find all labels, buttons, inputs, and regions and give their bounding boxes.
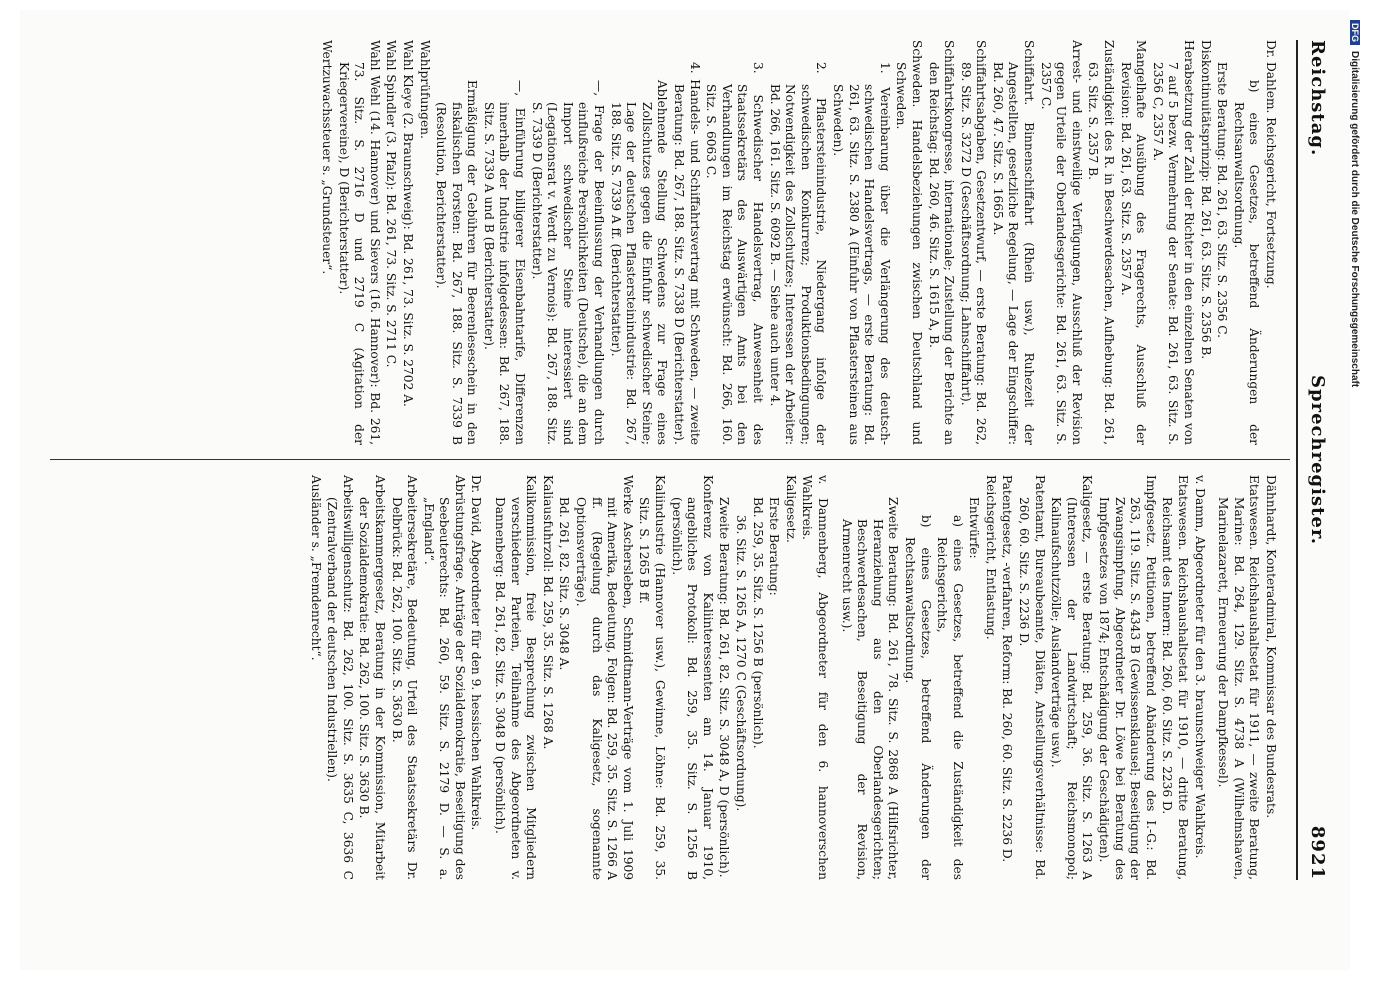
register-entry: Wertzuwachssteuer s. „Grundsteuer“. (319, 40, 334, 275)
register-entry: Diskontinuitätsprinzip: Bd. 261, 63. Sitz. S. 2356 B. (1198, 40, 1213, 360)
register-entry: Erste Beratung: (767, 497, 782, 596)
register-entry: Schiffahrtsabgaben, Gesetzentwurf, — erste Beratung: Bd. 262, 89. Sitz. S. 3272 D (Geschäftsordnung; Lahnschiffahrt). (958, 40, 989, 445)
register-entry: Reichsgericht, Entlastung. (983, 475, 998, 640)
register-entry: Arbeitersekretäre, Bedeutung, Urteil des Staatssekretärs Dr. Delbrück: Bd. 262, 100. Sitz. S. 3630 B. (389, 475, 420, 880)
register-entry: Abrüstungsfrage. Anträge der Sozialdemokratie, Beseitigung des Seebeuterechts: Bd. 260, 59. Sitz. S. 2179 D. — S. a. „England“. (421, 475, 467, 880)
register-entry: Etatswesen. Reichshaushaltsetat für 1911, — zweite Beratung, Marine: Bd. 264, 129. Sitz. S. 4738 A (Wilhelmshaven, Marinelazarett, Erneuerung der Dampfkessel). (1216, 475, 1262, 880)
register-entry: —, Einführung billigerer Eisenbahntarife, Differenzen innerhalb der Industrie infolgedessen: Bd. 267, 188. Sitz. S. 7339 A und B (Berichterstatter). (481, 80, 528, 445)
register-entry: Zweite Beratung: Bd. 261, 82. Sitz. S. 3048 A, D (persönlich). (717, 497, 732, 878)
register-entry: Wahlprüfungen. (417, 40, 432, 139)
speaker-heading: Dr. Dahlem. Reichsgericht, Fortsetzung. (1264, 40, 1278, 289)
credit-text: Digitalisierung gefördert durch die Deutsche Forschungsgemeinschaft (1349, 51, 1360, 388)
register-entry: Bd. 261, 82. Sitz. S. 3048 A. (557, 497, 572, 671)
register-entry: Schweden. Handelsbeziehungen zwischen Deutschland und Schweden. (894, 40, 924, 445)
register-entry: Ablehnende Stellung Schwedens zur Frage eines Zollschutzes gegen die Einfuhr schwedischer Steine; Lage der deutschen Pflastersteinindustrie: Bd. 267, 188. Sitz. S. 7339 A ff. (Berichterstatter). (608, 80, 670, 445)
register-entry: Schiffahrtskongresse, internationale; Zustellung der Berichte an den Reichstag: Bd. 260, 46. Sitz. S. 1615 A, B. (926, 40, 957, 445)
register-entry: Patentgesetz, -verfahren, Reform: Bd. 260, 60. Sitz. S. 2236 D. (1000, 475, 1015, 863)
column-divider (50, 459, 1290, 460)
scanned-page (20, 10, 1350, 970)
register-entry: 2. Pflastersteinindustrie, Niedergang infolge der schwedischen Konkurrenz; Produktionsbedingungen; Notwendigkeit des Zollschutzes; Interessen der Arbeiter: Bd. 266, 161. Sitz. S. 6092 B. — Siehe auch unter 4. (767, 62, 829, 445)
register-entry: Wahl Wehl (14. Hannover) und Sievers (16. Hannover): Bd. 261, 73. Sitz. S. 2716 D und 2719 C (Agitation der Kriegervereine), D (Berichterstatter). (336, 40, 382, 445)
register-entry: Wahl Kleye (2. Braunschweig): Bd. 261, 73. Sitz. S. 2702 A. (400, 40, 415, 407)
left-column (56, 40, 1286, 445)
register-entry: Ermäßigung der Gebühren für Beerenleseschein in den fiskalischen Forsten: Bd. 267, 188. Sitz. S. 7339 B (Resolution, Berichterstatter). (434, 80, 480, 445)
speaker-heading: v. Damm, Abgeordneter für den 3. braunschweiger Wahlkreis. (1192, 475, 1207, 859)
register-entry: Erste Beratung: Bd. 261, 63. Sitz. S. 2356 C. (1215, 62, 1230, 339)
register-entry: Kaliausfuhrzoll: Bd. 259, 35. Sitz. S. 1268 A. (540, 475, 555, 750)
register-entry: 4. Handels- und Schiffahrtsvertrag mit Schweden, — zweite Beratung: Bd. 267, 188. Sitz. S. 7338 D (Berichterstatter). (672, 62, 702, 445)
speaker-heading: Dähnhardt, Konteradmiral, Kommissar des Bundesrats. (1264, 475, 1278, 819)
register-entry: Zweite Beratung: Bd. 261, 78. Sitz. S. 2868 A (Hilfsrichter, Heranziehung aus den Oberlandesgerichten; Beschwerdesachen, Beseitigung der Revision, Armenrecht usw.). (839, 497, 901, 880)
register-entry: 1. Vereinbarung über die Verlängerung des deutsch-schwedischen Handelsvertrags, — erste Beratung: Bd. 261, 63. Sitz. S. 2380 A (Einfuhr von Pflastersteinen aus Schweden). (830, 62, 892, 445)
digitization-credit (1344, 20, 1360, 980)
register-entry: Kalikommission, freie Besprechung zwischen Mitgliedern verschiedener Parteien, Teilnahme des Abgeordneten v. Dannenberg: Bd. 261, 82. Sitz. S. 3048 D (persönlich). (493, 475, 539, 880)
register-entry: Mangelhafte Ausübung des Fragerechts, Ausschluß der Revision: Bd. 261, 63. Sitz. S. 2357 A. (1118, 40, 1149, 445)
register-entry: Kaligesetz. (783, 475, 798, 543)
register-entry: Ausländer s. „Fremdenrecht“. (308, 475, 323, 661)
register-entry: —, Frage der Beeinflussung der Verhandlungen durch einflußreiche Persönlichkeiten (Deutsche), die an dem Import schwedischer Steine interessiert sind (Legationsrat v. Werdt zu Vernois): Bd. 267, 188. Sitz. S. 7339 D (Berichterstatter). (529, 80, 607, 445)
register-entry: Arbeitskammergesetz, Beratung in der Kommission, Mitarbeit der Sozialdemokratie: Bd. 262, 100. Sitz. S. 3630 B. (357, 475, 387, 880)
register-entry: Wahl Spindler (3. Pfalz): Bd. 261, 73. Sitz. S. 2711 C. (384, 40, 399, 368)
register-entry: Werke Aschersleben, Schmidtmann-Verträge vom 1. Juli 1909 mit Amerika, Bedeutung, Folgen: Bd. 259, 35. Sitz. S. 1266 A ff. (Regelung durch das Kaligesetz, sogenannte Optionsverträge). (574, 475, 635, 880)
header-center: Sprechregister. (1307, 375, 1328, 545)
running-head (1298, 40, 1328, 880)
speaker-heading: Dr. David, Abgeordneter für den 9. hessischen Wahlkreis. (469, 475, 484, 831)
register-entry: a) eines Gesetzes, betreffend die Zuständigkeit des Reichsgerichts, (935, 515, 965, 880)
register-entry: Etatswesen. Reichshaushaltsetat für 1910, — dritte Beratung, Reichsamt des Innern: Bd. 260, 60. Sitz. S. 2236 D. (1160, 475, 1191, 880)
register-entry: Zuständigkeit des R. in Beschwerdesachen, Aufhebung: Bd. 261, 63. Sitz. S. 2357 B. (1086, 40, 1117, 445)
register-entry: Patentamt, Bureaubeamte, Diäten, Anstellungsverhältnisse: Bd. 260, 60. Sitz. S. 2236 D. (1017, 475, 1047, 880)
register-entry: Entwürfe: (967, 497, 982, 559)
speaker-heading: v. Dannenberg, Abgeordneter für den 6. hannoverschen Wahlkreis. (800, 475, 830, 880)
register-entry: 36. Sitz. S. 1265 A, 1270 C (Geschäftsordnung). (734, 515, 748, 812)
page-number: 8921 (1307, 825, 1328, 880)
register-entry: Bd. 259, 35. Sitz. S. 1256 B (persönlich). (750, 497, 765, 749)
register-entry: 3. Schwedischer Handelsvertrag, Anwesenheit des Staatssekretärs des Auswärtigen Amts bei den Verhandlungen im Reichstag erwünscht: Bd. 266, 160. Sitz. S. 6063 C. (704, 62, 765, 445)
register-entry: Arbeitswilligenschutz: Bd. 262, 100. Sitz. S. 3635 C, 3636 C (Zentralverband der deutschen Industriellen). (325, 475, 355, 880)
register-entry: Konferenz von Kaliinteressenten am 14. Januar 1910, angebliches Protokoll: Bd. 259, 35. Sitz. S. 1256 B (persönlich). (669, 475, 715, 880)
register-entry: Herabsetzung der Zahl der Richter in den einzelnen Senaten von 7 auf 5 bezw. Vermehrung der Senate: Bd. 261, 63. Sitz. S. 2356 C, 2357 A. (1150, 40, 1197, 445)
register-entry: Impfgesetz. Petitionen, betreffend Abänderung des I.-G.: Bd. 263, 119. Sitz. S. 4343 B (Gewissensklausel; Beseitigung der Zwangsimpfung, Abgeordneter Dr. Löwe bei Beratung des Impfgesetzes von 1874; Entschädigung der Geschädigten). (1097, 475, 1158, 880)
right-column (56, 475, 1286, 880)
register-entry: b) eines Gesetzes, betreffend Änderungen der Rechtsanwaltsordnung. (902, 515, 933, 880)
register-entry: b) eines Gesetzes, betreffend Änderungen der Rechtsanwaltsordnung. (1231, 80, 1262, 445)
header-rule (1296, 40, 1298, 880)
register-entry: Schiffahrt. Binnenschiffahrt (Rhein usw.), Ruhezeit der Angestellten, gesetzliche Regelung, — Lage der Eingschiffer: Bd. 260, 47. Sitz. S. 1665 A. (990, 40, 1037, 445)
register-entry: Kaliindustrie (Hannover usw.), Gewinne, Löhne: Bd. 259, 35. Sitz. S. 1265 B ff. (637, 475, 668, 880)
header-left: Reichstag. (1307, 40, 1328, 157)
register-entry: Arrest- und einstweilige Verfügungen, Ausschluß der Revision gegen Urteile der Oberlandesgerichte: Bd. 261, 63. Sitz. S. 2357 C. (1038, 40, 1084, 445)
dfg-logo: DFG (1350, 20, 1360, 45)
register-entry: Kaligesetz, — erste Beratung: Bd. 259, 36. Sitz. S. 1263 A (Interessen der Landwirtschaft; Reichsmonopol; Kalinaufschutzzölle; Auslandverträge usw.). (1049, 475, 1095, 880)
